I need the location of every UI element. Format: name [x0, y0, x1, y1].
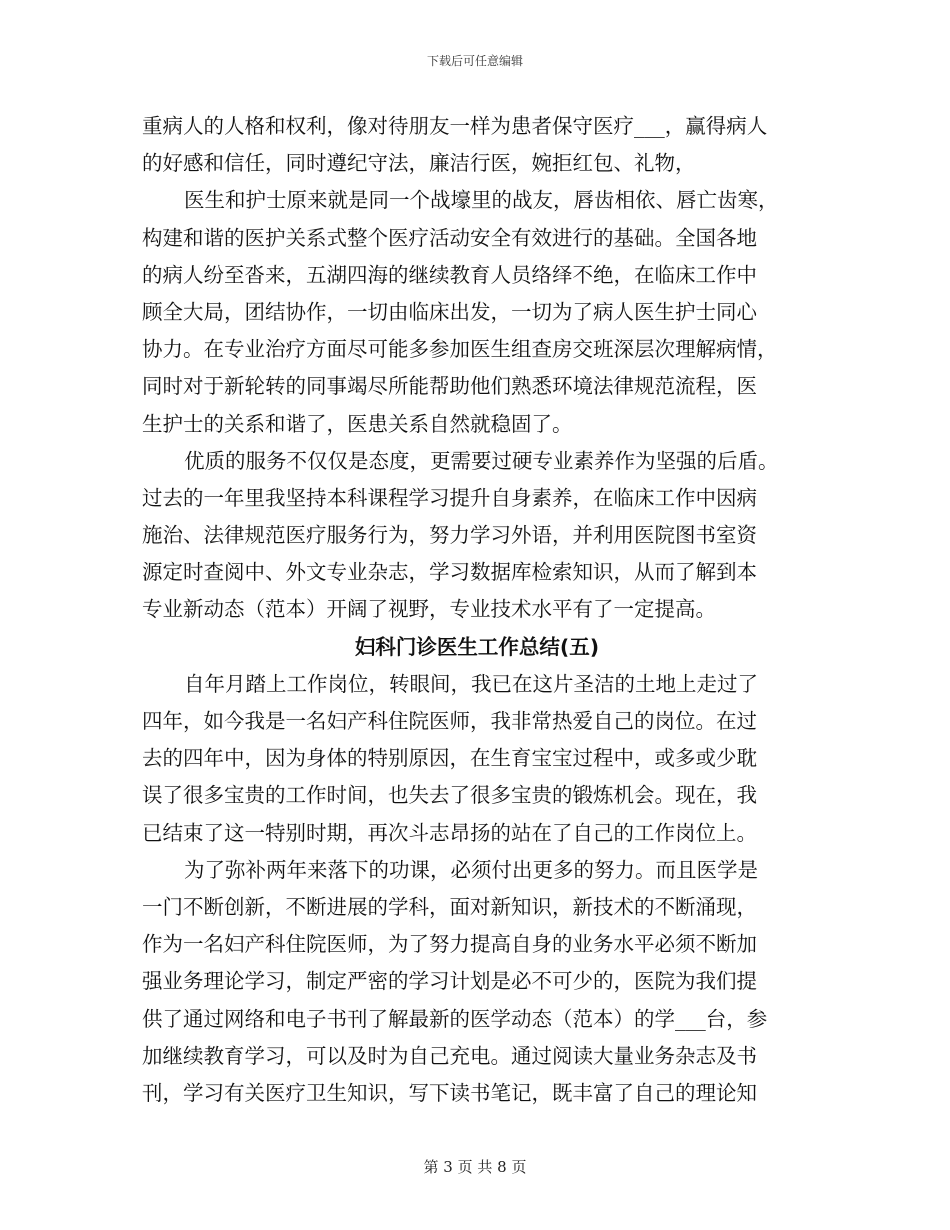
text-line: 已结束了这一特别时期，再次斗志昂扬的站在了自己的工作岗位上。: [142, 820, 757, 845]
text-line: 的病人纷至沓来，五湖四海的继续教育人员络绎不绝，在临床工作中: [142, 262, 757, 287]
text-line: 同时对于新轮转的同事竭尽所能帮助他们熟悉环境法律规范流程，医: [142, 374, 757, 399]
page-footer: 第 3 页 共 8 页: [423, 1158, 527, 1176]
text-line: 专业新动态（范本）开阔了视野，专业技术水平有了一定提高。: [142, 597, 716, 622]
paragraph-start-line: 医生和护士原来就是同一个战壕里的战友，唇齿相依、唇亡齿寒，: [184, 188, 779, 213]
text-line: 误了很多宝贵的工作时间，也失去了很多宝贵的锻炼机会。现在，我: [142, 783, 757, 808]
paragraph-start-line: 优质的服务不仅仅是态度，更需要过硬专业素养作为坚强的后盾。: [184, 448, 779, 473]
page-header: 下载后可任意编辑: [426, 54, 523, 68]
text-line: 协力。在专业治疗方面尽可能多参加医生组查房交班深层次理解病情，: [142, 337, 778, 362]
text-line: 去的四年中，因为身体的特别原因，在生育宝宝过程中，或多或少耽: [142, 746, 757, 771]
paragraph-start-line: 为了弥补两年来落下的功课，必须付出更多的努力。而且医学是: [184, 857, 758, 882]
text-line: 顾全大局，团结协作，一切由临床出发，一切为了病人医生护士同心: [142, 299, 757, 324]
section-heading: 妇科门诊医生工作总结(五): [354, 634, 600, 659]
text-line: 源定时查阅中、外文专业杂志，学习数据库检索知识，从而了解到本: [142, 560, 757, 585]
text-line: 施治、法律规范医疗服务行为，努力学习外语，并利用医院图书室资: [142, 523, 757, 548]
text-line: 强业务理论学习，制定严密的学习计划是必不可少的，医院为我们提: [142, 969, 757, 994]
document-body: [142, 108, 812, 1112]
text-line: 刊，学习有关医疗卫生知识，写下读书笔记，既丰富了自己的理论知: [142, 1080, 757, 1105]
text-line: 重病人的人格和权利，像对待朋友一样为患者保守医疗___，赢得病人: [142, 114, 768, 138]
text-line: 加继续教育学习，可以及时为自己充电。通过阅读大量业务杂志及书: [142, 1043, 757, 1068]
text-line: 构建和谐的医护关系式整个医疗活动安全有效进行的基础。全国各地: [142, 225, 757, 250]
text-line: 过去的一年里我坚持本科课程学习提升自身素养，在临床工作中因病: [142, 485, 757, 510]
text-line: 生护士的关系和谐了，医患关系自然就稳固了。: [142, 411, 573, 436]
text-line: 作为一名妇产科住院医师，为了努力提高自身的业务水平必须不断加: [142, 932, 757, 957]
text-line: 一门不断创新，不断进展的学科，面对新知识，新技术的不断涌现，: [142, 894, 757, 919]
text-line: 的好感和信任，同时遵纪守法，廉洁行医，婉拒红包、礼物，: [142, 151, 696, 176]
text-line: 四年，如今我是一名妇产科住院医师，我非常热爱自己的岗位。在过: [142, 709, 757, 733]
text-line: 供了通过网络和电子书刊了解最新的医学动态（范本）的学___台，参: [142, 1006, 768, 1031]
paragraph-start-line: 自年月踏上工作岗位，转眼间，我已在这片圣洁的土地上走过了: [184, 671, 758, 696]
